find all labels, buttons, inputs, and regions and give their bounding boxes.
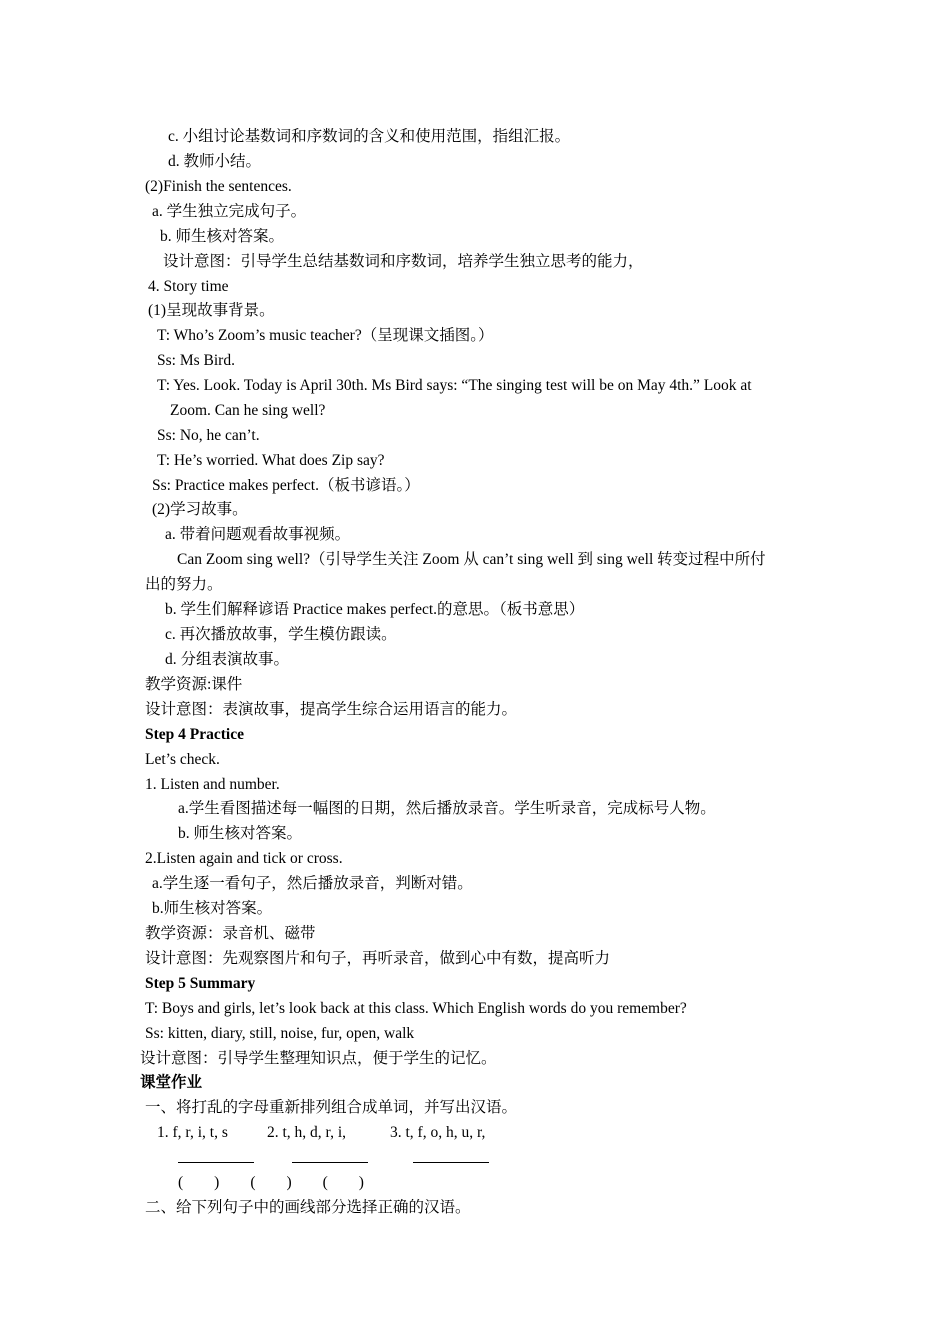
text-line: T: Boys and girls, let’s look back at this class. Which English words do you remember? — [145, 1000, 687, 1017]
text-line: 4. Story time — [148, 278, 229, 295]
text-line: b. 师生核对答案。 — [160, 228, 285, 245]
text-line: 教学资源:课件 — [145, 676, 243, 693]
text-line: b. 师生核对答案。 — [178, 825, 303, 842]
text-line: a. 学生独立完成句子。 — [152, 203, 307, 220]
answer-blank-1[interactable] — [178, 1162, 254, 1163]
scrambled-word-1: 1. f, r, i, t, s — [157, 1124, 228, 1141]
text-line: a.学生逐一看句子，然后播放录音，判断对错。 — [152, 875, 473, 892]
text-line: b.师生核对答案。 — [152, 900, 273, 917]
text-line: Ss: Ms Bird. — [157, 352, 235, 369]
text-line: 一、将打乱的字母重新排列组合成单词，并写出汉语。 — [145, 1099, 518, 1116]
text-line: 设计意图：表演故事，提高学生综合运用语言的能力。 — [145, 701, 518, 718]
scrambled-word-2: 2. t, h, d, r, i, — [267, 1124, 347, 1141]
text-line: d. 分组表演故事。 — [165, 651, 290, 668]
text-line: Let’s check. — [145, 751, 220, 768]
answer-blank-3[interactable] — [413, 1162, 489, 1163]
text-line: b. 学生们解释谚语 Practice makes perfect.的意思。（板书意思） — [165, 601, 585, 618]
text-line: Zoom. Can he sing well? — [170, 402, 326, 419]
text-line: T: He’s worried. What does Zip say? — [157, 452, 385, 469]
text-line: T: Who’s Zoom’s music teacher?（呈现课文插图。） — [157, 327, 494, 344]
text-line: 2.Listen again and tick or cross. — [145, 850, 343, 867]
text-line: a.学生看图描述每一幅图的日期，然后播放录音。学生听录音，完成标号人物。 — [178, 800, 716, 817]
section-heading: Step 4 Practice — [145, 726, 244, 743]
translation-blanks: ( ) ( ) ( ) — [178, 1174, 364, 1191]
text-line: Can Zoom sing well?（引导学生关注 Zoom 从 can’t sing well 到 sing well 转变过程中所付 — [177, 551, 766, 568]
text-line: c. 小组讨论基数词和序数词的含义和使用范围，指组汇报。 — [168, 128, 571, 145]
text-line: Ss: Practice makes perfect.（板书谚语。） — [152, 477, 420, 494]
text-line: 二、给下列句子中的画线部分选择正确的汉语。 — [145, 1199, 471, 1216]
section-heading: 课堂作业 — [140, 1074, 203, 1091]
text-line: 设计意图：先观察图片和句子，再听录音，做到心中有数，提高听力 — [145, 950, 611, 967]
text-line: Ss: No, he can’t. — [157, 427, 260, 444]
text-line: (1)呈现故事背景。 — [148, 302, 275, 319]
scrambled-word-3: 3. t, f, o, h, u, r, — [390, 1124, 486, 1141]
text-line: c. 再次播放故事，学生模仿跟读。 — [165, 626, 397, 643]
text-line: 设计意图：引导学生整理知识点，便于学生的记忆。 — [140, 1050, 497, 1067]
text-line: 1. Listen and number. — [145, 776, 280, 793]
answer-blank-2[interactable] — [292, 1162, 368, 1163]
text-line: 教学资源：录音机、磁带 — [145, 925, 316, 942]
text-line: 设计意图：引导学生总结基数词和序数词，培养学生独立思考的能力， — [163, 253, 644, 270]
text-line: d. 教师小结。 — [168, 153, 262, 170]
text-line: (2)Finish the sentences. — [145, 178, 292, 195]
text-line: 出的努力。 — [145, 576, 223, 593]
text-line: Ss: kitten, diary, still, noise, fur, open, walk — [145, 1025, 415, 1042]
text-line: T: Yes. Look. Today is April 30th. Ms Bird says: “The singing test will be on May 4th.” Look at — [157, 377, 752, 394]
text-line: a. 带着问题观看故事视频。 — [165, 526, 351, 543]
text-line: (2)学习故事。 — [152, 501, 248, 518]
section-heading: Step 5 Summary — [145, 975, 256, 992]
